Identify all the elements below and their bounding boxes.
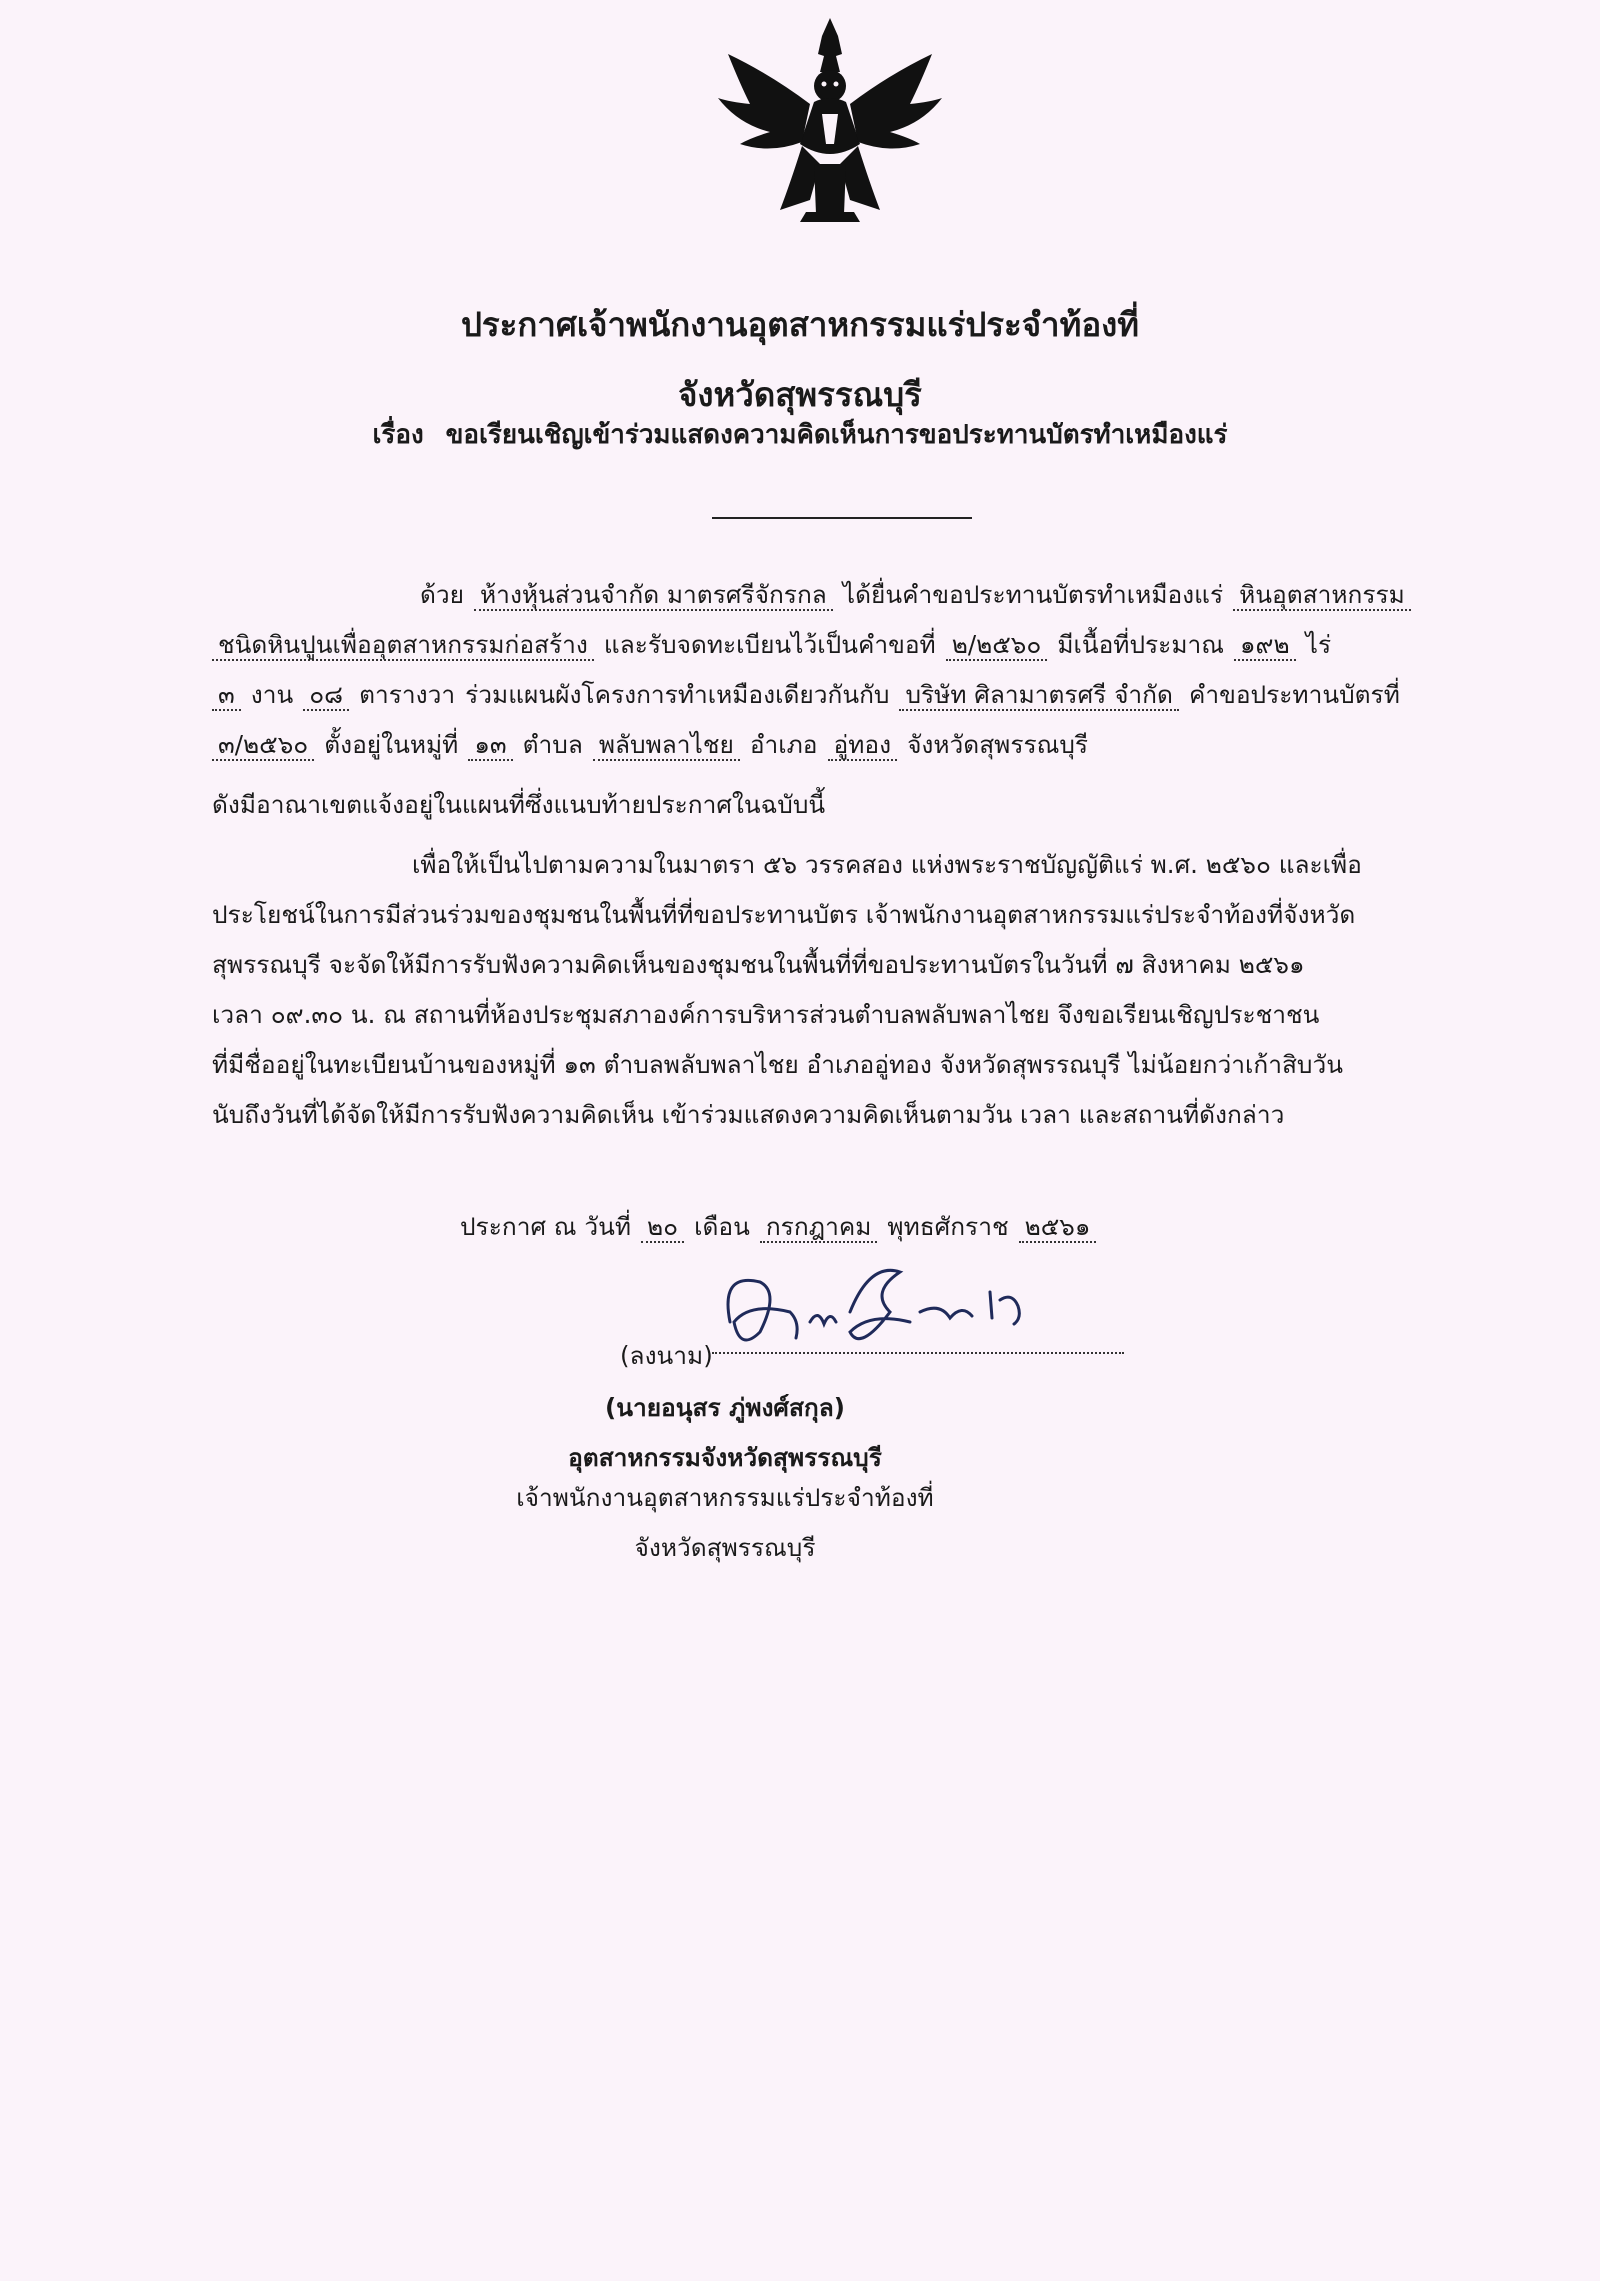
- company-name: ห้างหุ้นส่วนจำกัด มาตรศรีจักรกล: [474, 580, 833, 611]
- signer-province: จังหวัดสุพรรณบุรี: [634, 1533, 816, 1562]
- area-ngan: ๓: [212, 680, 241, 711]
- amphoe-name: อู่ทอง: [828, 730, 898, 761]
- partner-request-number: ๓/๒๕๖๐: [212, 730, 314, 761]
- signer-role: เจ้าพนักงานอุตสาหกรรมแร่ประจำท้องที่: [516, 1483, 934, 1512]
- request-number: ๒/๒๕๖๐: [946, 630, 1048, 661]
- subject-label: เรื่อง: [372, 420, 424, 450]
- announcement-province: จังหวัดสุพรรณบุรี: [678, 375, 922, 414]
- signature-dotted-line: [712, 1352, 1124, 1354]
- partner-company: บริษัท ศิลามาตรศรี จำกัด: [899, 680, 1178, 711]
- para1-line5: ดังมีอาณาเขตแจ้งอยู่ในแผนที่ซึ่งแนบท้ายประกาศในฉบับนี้: [212, 790, 826, 819]
- para1-line3: ๓ งาน ๐๘ ตารางวา ร่วมแผนผังโครงการทำเหมืองเดียวกันกับ บริษัท ศิลามาตรศรี จำกัด คำขอประทานบัตรที่: [212, 678, 1400, 712]
- signature-label: (ลงนาม): [620, 1341, 713, 1370]
- para2-line: ที่มีชื่ออยู่ในทะเบียนบ้านของหมู่ที่ ๑๓ ตำบลพลับพลาไชย อำเภออู่ทอง จังหวัดสุพรรณบุรี ไม่น้อยกว่าเก้าสิบวัน: [212, 1050, 1343, 1079]
- para2-line: ประโยชน์ในการมีส่วนร่วมของชุมชนในพื้นที่ที่ขอประทานบัตร เจ้าพนักงานอุตสาหกรรมแร่ประจำท้องที่จังหวัด: [212, 900, 1356, 929]
- title-divider: [712, 517, 972, 519]
- para2-line: เพื่อให้เป็นไปตามความในมาตรา ๕๖ วรรคสอง แห่งพระราชบัญญัติแร่ พ.ศ. ๒๕๖๐ และเพื่อ: [412, 850, 1362, 879]
- announcement-date: ประกาศ ณ วันที่ ๒๐ เดือน กรกฎาคม พุทธศักราช ๒๕๖๑: [460, 1210, 1096, 1244]
- para2-line: นับถึงวันที่ได้จัดให้มีการรับฟังความคิดเห็น เข้าร่วมแสดงความคิดเห็นตามวัน เวลา และสถานที่ดังกล่าว: [212, 1100, 1285, 1129]
- subject-text: ขอเรียนเชิญเข้าร่วมแสดงความคิดเห็นการขอประทานบัตรทำเหมืองแร่: [445, 420, 1228, 450]
- area-rai: ๑๙๒: [1234, 630, 1296, 661]
- mineral-subtype: ชนิดหินปูนเพื่ออุตสาหกรรมก่อสร้าง: [212, 630, 594, 661]
- date-year: ๒๕๖๑: [1019, 1212, 1097, 1243]
- subject-line: [0, 414, 1600, 455]
- moo-number: ๑๓: [468, 730, 512, 761]
- para1-line2: ชนิดหินปูนเพื่ออุตสาหกรรมก่อสร้าง และรับจดทะเบียนไว้เป็นคำขอที่ ๒/๒๕๖๐ มีเนื้อที่ประมาณ ๑๙๒ ไร่: [212, 628, 1331, 662]
- tambon-name: พลับพลาไชย: [593, 730, 740, 761]
- date-month: กรกฎาคม: [760, 1212, 878, 1243]
- handwritten-signature: [700, 1252, 1100, 1362]
- para1-line1: ด้วย ห้างหุ้นส่วนจำกัด มาตรศรีจักรกล ได้ยื่นคำขอประทานบัตรทำเหมืองแร่ หินอุตสาหกรรม: [420, 578, 1411, 612]
- garuda-emblem: [710, 14, 950, 226]
- area-wa: ๐๘: [303, 680, 349, 711]
- mineral-type: หินอุตสาหกรรม: [1233, 580, 1411, 611]
- para1-line4: ๓/๒๕๖๐ ตั้งอยู่ในหมู่ที่ ๑๓ ตำบล พลับพลาไชย อำเภอ อู่ทอง จังหวัดสุพรรณบุรี: [212, 728, 1088, 762]
- signer-position: อุตสาหกรรมจังหวัดสุพรรณบุรี: [568, 1443, 882, 1472]
- signer-name: (นายอนุสร ภู่พงศ์สกุล): [605, 1393, 845, 1422]
- announcement-title: ประกาศเจ้าพนักงานอุตสาหกรรมแร่ประจำท้องที่: [460, 305, 1140, 344]
- para2-line: สุพรรณบุรี จะจัดให้มีการรับฟังความคิดเห็นของชุมชนในพื้นที่ที่ขอประทานบัตรในวันที่ ๗ สิงหาคม ๒๕๖๑: [212, 950, 1305, 979]
- para2-line: เวลา ๐๙.๓๐ น. ณ สถานที่ห้องประชุมสภาองค์การบริหารส่วนตำบลพลับพลาไชย จึงขอเรียนเชิญประชาชน: [212, 1000, 1320, 1029]
- date-day: ๒๐: [641, 1212, 684, 1243]
